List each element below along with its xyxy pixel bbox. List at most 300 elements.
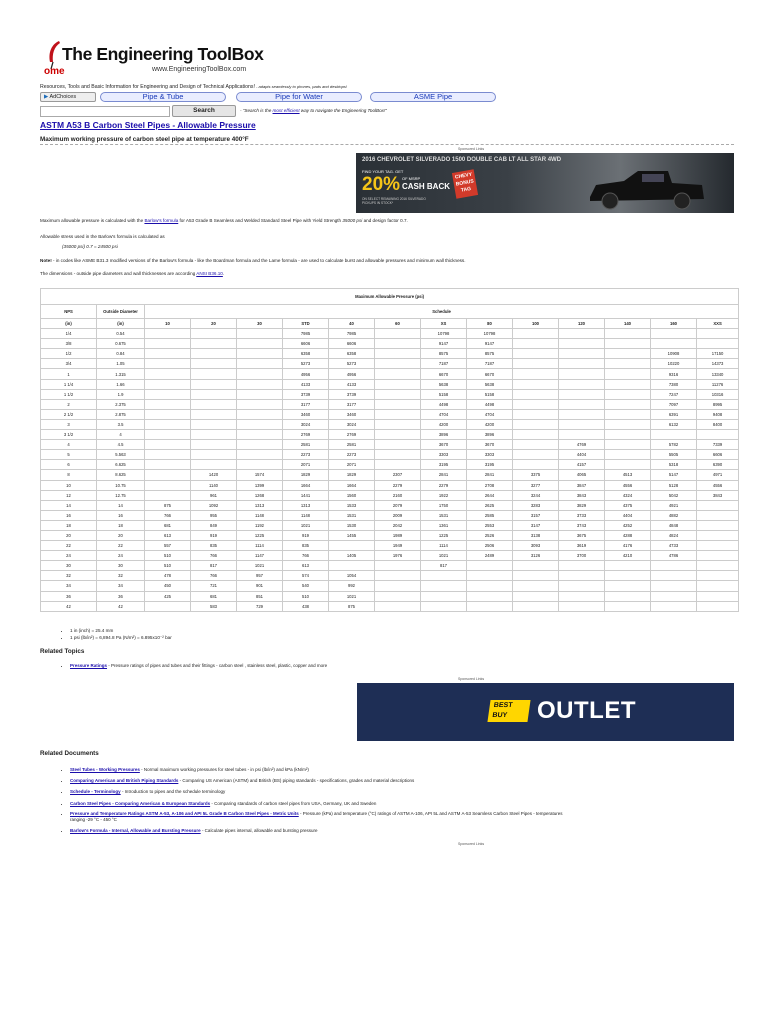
table-cell — [145, 399, 191, 409]
table-cell: 4210 — [605, 551, 651, 561]
table-cell — [605, 430, 651, 440]
table-cell: 1021 — [421, 551, 467, 561]
table-cell: 1455 — [329, 530, 375, 540]
table-cell: 5.563 — [97, 450, 145, 460]
table-cell: 729 — [237, 601, 283, 611]
table-cell — [513, 329, 559, 339]
table-cell — [605, 419, 651, 429]
table-cell — [421, 581, 467, 591]
table-cell — [605, 399, 651, 409]
table-cell — [559, 369, 605, 379]
table-cell — [513, 601, 559, 611]
search-button[interactable]: Search — [172, 105, 236, 117]
doc-text: - Introduction to pipes and the schedule terminology — [120, 789, 226, 795]
table-cell — [375, 601, 421, 611]
table-row — [41, 591, 739, 601]
table-cell — [605, 389, 651, 399]
table-cell: 1664 — [283, 480, 329, 490]
table-cell — [605, 359, 651, 369]
table-cell — [697, 510, 739, 520]
table-cell: 3024 — [283, 419, 329, 429]
table-cell: 3/4 — [41, 359, 97, 369]
table-cell: 8575 — [467, 349, 513, 359]
table-cell: 2769 — [329, 430, 375, 440]
site-logo[interactable] — [40, 40, 264, 86]
pressure-ratings-link[interactable]: Pressure Ratings — [70, 663, 108, 668]
table-cell — [375, 369, 421, 379]
table-cell: 32 — [97, 571, 145, 581]
table-cell: 1140 — [191, 480, 237, 490]
bonus-tag-icon — [452, 169, 478, 198]
table-cell: 3303 — [467, 450, 513, 460]
table-cell: 1 — [41, 369, 97, 379]
page-subtitle: Maximum working pressure of carbon steel pipe at temperature 400°F — [40, 136, 249, 143]
table-row — [41, 339, 739, 349]
table-cell: XXS — [697, 319, 739, 329]
nav-pipe-water[interactable]: Pipe for Water — [236, 92, 362, 102]
table-cell — [191, 389, 237, 399]
table-cell: 3126 — [513, 551, 559, 561]
table-cell: 18 — [41, 520, 97, 530]
table-cell: 1829 — [283, 470, 329, 480]
table-cell: 6670 — [467, 369, 513, 379]
table-cell: 1/4 — [41, 329, 97, 339]
table-cell — [697, 520, 739, 530]
note-label: Note! — [40, 258, 52, 263]
table-cell: 6 — [41, 460, 97, 470]
table-cell — [697, 601, 739, 611]
table-cell: 9316 — [651, 369, 697, 379]
table-cell: 1021 — [329, 591, 375, 601]
table-cell — [513, 369, 559, 379]
table-cell — [513, 379, 559, 389]
table-cell — [145, 480, 191, 490]
table-cell — [191, 399, 237, 409]
table-cell: 2581 — [283, 440, 329, 450]
table-cell: 992 — [329, 581, 375, 591]
table-cell: 721 — [191, 581, 237, 591]
nps-header: NPS — [41, 305, 97, 319]
doc-text: - Comparing US American (ASTM) and British (BS) piping standards - specifications, grades and material descriptions — [178, 778, 415, 784]
table-cell: 1530 — [329, 520, 375, 530]
table-cell: 4704 — [421, 409, 467, 419]
table-cell: 1147 — [237, 551, 283, 561]
table-cell: 4733 — [651, 541, 697, 551]
table-cell: 0.84 — [97, 349, 145, 359]
table-cell: 851 — [237, 591, 283, 601]
table-cell: 1313 — [283, 500, 329, 510]
table-cell: 510 — [283, 591, 329, 601]
table-cell: 18 — [97, 520, 145, 530]
table-row — [41, 359, 739, 369]
table-cell — [191, 379, 237, 389]
table-row — [41, 530, 739, 540]
table-cell: 510 — [145, 561, 191, 571]
search-input[interactable] — [40, 106, 170, 117]
table-cell — [605, 581, 651, 591]
table-cell — [467, 581, 513, 591]
table-cell — [375, 349, 421, 359]
tag-line2: BONUS — [455, 178, 475, 188]
table-cell: 540 — [283, 581, 329, 591]
page-title[interactable]: ASTM A53 B Carbon Steel Pipes - Allowable Pressure — [40, 120, 256, 130]
table-row — [41, 419, 739, 429]
table-cell: 120 — [559, 319, 605, 329]
table-cell: 901 — [237, 581, 283, 591]
pickup-truck-icon — [586, 167, 706, 211]
table-cell: 3619 — [559, 541, 605, 551]
table-cell: 20 — [41, 530, 97, 540]
sponsored-links-label: Sponsored Links — [458, 677, 485, 681]
table-cell — [145, 359, 191, 369]
table-cell — [559, 561, 605, 571]
table-cell: 2 — [41, 399, 97, 409]
table-cell — [559, 349, 605, 359]
table-cell — [191, 440, 237, 450]
table-cell: 4513 — [605, 470, 651, 480]
table-cell — [697, 591, 739, 601]
table-cell — [697, 500, 739, 510]
p1-c: 35000 psi — [342, 218, 363, 223]
table-cell — [605, 349, 651, 359]
table-cell: 8.625 — [97, 470, 145, 480]
table-row — [41, 520, 739, 530]
table-cell: 10798 — [467, 329, 513, 339]
table-cell: 3847 — [559, 480, 605, 490]
table-cell: 766 — [191, 571, 237, 581]
table-cell — [191, 409, 237, 419]
table-cell: 2585 — [467, 510, 513, 520]
table-cell — [191, 349, 237, 359]
chevrolet-ad-banner[interactable] — [356, 153, 734, 213]
table-cell: 4200 — [467, 419, 513, 429]
table-cell — [513, 389, 559, 399]
table-cell: 5147 — [651, 470, 697, 480]
hint-link[interactable]: most efficient — [272, 108, 300, 113]
list-item — [70, 809, 563, 825]
table-cell — [651, 329, 697, 339]
table-cell: 613 — [145, 530, 191, 540]
table-cell: 8400 — [697, 419, 739, 429]
ad-percent: 20% — [362, 174, 401, 195]
table-cell — [513, 561, 559, 571]
table-cell — [605, 571, 651, 581]
table-cell: 8575 — [421, 349, 467, 359]
table-cell — [651, 581, 697, 591]
note-text: - in codes like ASME B31.3 modified versions of the Barlow's formula - like the Boardman formula and the Lame formula - are used to calculate burst and allowable pressures and minimum wall thickness. — [51, 258, 466, 263]
table-cell: 1148 — [283, 510, 329, 520]
table-row — [41, 440, 739, 450]
piping-standards-link[interactable]: Comparing American and British Piping Standards — [70, 778, 179, 784]
barlow-formula-link[interactable]: Barlow's formula — [144, 218, 179, 223]
table-cell: 681 — [191, 591, 237, 601]
p1-b: for A53 Grade B Seamless and Welded Standard Steel Pipe with Yield Strength — [178, 218, 343, 223]
table-cell: 849 — [191, 520, 237, 530]
table-cell: 1/2 — [41, 349, 97, 359]
table-cell — [559, 389, 605, 399]
table-cell — [697, 541, 739, 551]
table-cell: 100 — [513, 319, 559, 329]
barlows-formula-link[interactable]: Barlow's Formula - Internal, Allowable and Bursting Pressure — [70, 827, 201, 833]
table-row — [41, 389, 739, 399]
table-cell: 2273 — [283, 450, 329, 460]
table-cell: 5318 — [651, 460, 697, 470]
table-cell: 30 — [97, 561, 145, 571]
bestbuy-ad-banner[interactable] — [357, 683, 734, 741]
table-cell — [375, 359, 421, 369]
table-cell: 7985 — [283, 329, 329, 339]
list-item — [70, 825, 563, 836]
carbon-steel-pipes-link[interactable]: Carbon Steel Pipes - Comparing American & European Standards — [70, 800, 211, 806]
table-cell: 766 — [145, 510, 191, 520]
table-cell — [421, 571, 467, 581]
table-cell: 4956 — [283, 369, 329, 379]
table-cell — [375, 430, 421, 440]
table-cell: 7985 — [329, 329, 375, 339]
tagline-small: - adapts seamlessly to phones, pads and desktops! — [254, 84, 347, 89]
table-cell — [375, 581, 421, 591]
table-row — [41, 480, 739, 490]
table-cell: XS — [421, 319, 467, 329]
table-cell — [191, 430, 237, 440]
table-cell: 10220 — [651, 359, 697, 369]
table-cell: 3829 — [559, 500, 605, 510]
doc-text: - Calculate pipes internal, allowable and bursting pressure — [200, 827, 318, 833]
table-cell: 2009 — [375, 510, 421, 520]
table-cell: 7380 — [651, 379, 697, 389]
table-row — [41, 571, 739, 581]
table-cell: 1560 — [329, 490, 375, 500]
tag-line3: TAG — [460, 186, 472, 194]
table-cell: 5273 — [329, 359, 375, 369]
table-cell: 4556 — [697, 480, 739, 490]
table-cell: 3670 — [467, 440, 513, 450]
table-cell: 80 — [467, 319, 513, 329]
adchoices-button[interactable] — [40, 92, 96, 102]
table-cell: 4971 — [697, 470, 739, 480]
table-cell: 1420 — [191, 470, 237, 480]
table-cell: 3843 — [559, 490, 605, 500]
table-cell — [375, 419, 421, 429]
table-cell: 6606 — [697, 450, 739, 460]
table-cell: 2489 — [467, 551, 513, 561]
pressure-table — [40, 288, 739, 612]
outlet-text: OUTLET — [537, 697, 636, 724]
table-cell: 4176 — [605, 541, 651, 551]
nav-asme-pipe[interactable]: ASME Pipe — [370, 92, 496, 102]
table-cell — [145, 379, 191, 389]
table-row — [41, 430, 739, 440]
table-cell — [559, 601, 605, 611]
table-cell — [237, 419, 283, 429]
table-cell: 1225 — [421, 530, 467, 540]
table-cell: 4882 — [651, 510, 697, 520]
table-cell — [559, 359, 605, 369]
table-cell — [467, 561, 513, 571]
ansi-link[interactable]: ANSI B36.10 — [196, 271, 223, 276]
table-cell: 10908 — [651, 349, 697, 359]
list-item — [70, 775, 563, 786]
table-cell — [375, 339, 421, 349]
table-cell: 4157 — [559, 460, 605, 470]
table-row — [41, 490, 739, 500]
table-cell — [145, 490, 191, 500]
table-cell: 36 — [41, 591, 97, 601]
table-cell — [605, 369, 651, 379]
table-cell: 22 — [41, 541, 97, 551]
table-cell: 1574 — [237, 470, 283, 480]
table-cell: 2071 — [329, 460, 375, 470]
table-cell: 42 — [41, 601, 97, 611]
table-cell: 2279 — [375, 480, 421, 490]
table-cell — [605, 339, 651, 349]
table-cell: 438 — [283, 601, 329, 611]
table-cell: 42 — [97, 601, 145, 611]
bestbuy-tag-icon — [487, 700, 530, 722]
table-cell: 9408 — [697, 409, 739, 419]
table-cell: 425 — [145, 591, 191, 601]
ad-headline: 2016 CHEVROLET SILVERADO 1500 DOUBLE CAB LT ALL STAR 4WD — [362, 157, 562, 163]
table-cell — [237, 450, 283, 460]
divider — [40, 144, 734, 145]
table-cell — [145, 601, 191, 611]
table-cell: 1531 — [329, 510, 375, 520]
table-cell: 835 — [283, 541, 329, 551]
list-item — [70, 660, 327, 671]
table-cell: 3 1/2 — [41, 430, 97, 440]
table-cell: 4921 — [651, 500, 697, 510]
table-cell: 1.66 — [97, 379, 145, 389]
table-cell: 2307 — [375, 470, 421, 480]
table-cell: 6670 — [421, 369, 467, 379]
table-cell: 14 — [97, 500, 145, 510]
table-row — [41, 399, 739, 409]
table-cell: 3195 — [467, 460, 513, 470]
table-cell: 32 — [41, 571, 97, 581]
table-cell: 2273 — [329, 450, 375, 460]
table-cell — [605, 601, 651, 611]
table-cell: 1092 — [191, 500, 237, 510]
list-item — [70, 786, 563, 797]
table-cell: 4498 — [421, 399, 467, 409]
steel-tubes-link[interactable]: Steel Tubes - Working Pressures — [70, 767, 140, 772]
table-cell: 2625 — [467, 500, 513, 510]
note-item: • 1 in (inch) = 25.4 mm — [70, 627, 172, 634]
sponsored-links-label: Sponsored Links — [458, 147, 485, 151]
table-row — [41, 329, 739, 339]
table-cell — [237, 460, 283, 470]
p5-a: The dimensions - outside pipe diameters and wall thicknesses are according — [40, 271, 197, 276]
ad-line1: FIND YOUR TAG. GET — [362, 169, 404, 174]
table-cell: 4252 — [605, 520, 651, 530]
table-cell: (in) — [97, 319, 145, 329]
table-cell: 4288 — [605, 530, 651, 540]
table-cell: 3460 — [329, 409, 375, 419]
table-cell: 5158 — [421, 389, 467, 399]
table-cell — [513, 450, 559, 460]
table-cell: 1225 — [237, 530, 283, 540]
table-cell: 817 — [191, 561, 237, 571]
table-cell — [651, 430, 697, 440]
table-cell — [605, 460, 651, 470]
table-cell — [697, 530, 739, 540]
table-cell: 3177 — [283, 399, 329, 409]
table-cell: 4065 — [559, 470, 605, 480]
table-cell: 4498 — [467, 399, 513, 409]
table-cell: 6606 — [329, 339, 375, 349]
table-cell: 3303 — [421, 450, 467, 460]
table-cell — [559, 329, 605, 339]
list-item — [70, 764, 563, 775]
table-row — [41, 349, 739, 359]
table-cell — [191, 339, 237, 349]
table-row — [41, 460, 739, 470]
table-cell: (in) — [41, 319, 97, 329]
table-cell: 2042 — [375, 520, 421, 530]
table-cell: 1148 — [237, 510, 283, 520]
table-cell — [145, 460, 191, 470]
table-cell — [605, 450, 651, 460]
table-cell: 3024 — [329, 419, 375, 429]
table-cell: 1405 — [329, 551, 375, 561]
table-cell: 875 — [145, 500, 191, 510]
table-cell — [191, 460, 237, 470]
table-cell — [559, 379, 605, 389]
table-cell — [237, 430, 283, 440]
table-cell — [559, 399, 605, 409]
table-cell: 14373 — [697, 359, 739, 369]
related-documents-list — [62, 764, 563, 836]
table-cell: 3675 — [559, 530, 605, 540]
table-cell: 4556 — [605, 480, 651, 490]
table-cell: 5638 — [421, 379, 467, 389]
dimensions-paragraph — [40, 271, 224, 277]
table-cell: 766 — [191, 551, 237, 561]
table-row — [41, 450, 739, 460]
table-cell: 4404 — [559, 450, 605, 460]
table-cell: 817 — [421, 561, 467, 571]
table-cell: 2526 — [467, 530, 513, 540]
table-cell: 478 — [145, 571, 191, 581]
table-cell: 6606 — [283, 339, 329, 349]
table-cell — [651, 561, 697, 571]
table-cell: 2708 — [467, 480, 513, 490]
home-link[interactable]: ome — [44, 66, 65, 77]
note-item: • 1 psi (lb/in²) = 6,894.8 Pa (N/m²) = 6.895x10⁻² bar — [70, 634, 172, 641]
table-cell: 1 1/4 — [41, 379, 97, 389]
table-cell: 1829 — [329, 470, 375, 480]
table-cell: 875 — [329, 601, 375, 611]
table-body — [41, 319, 739, 612]
schedule-terminology-link[interactable]: Schedule - Terminology — [70, 789, 121, 795]
table-cell: 5505 — [651, 450, 697, 460]
table-cell: 450 — [145, 581, 191, 591]
table-cell — [375, 460, 421, 470]
table-cell: 20 — [97, 530, 145, 540]
table-cell: 13340 — [697, 369, 739, 379]
table-cell: 1268 — [237, 490, 283, 500]
nav-pipe-tube[interactable]: Pipe & Tube — [100, 92, 226, 102]
table-cell: 1054 — [329, 571, 375, 581]
table-cell: 3 — [41, 419, 97, 429]
p5-b: . — [222, 271, 225, 276]
table-cell: 1361 — [421, 520, 467, 530]
table-cell: 3460 — [283, 409, 329, 419]
pressure-temperature-ratings-link[interactable]: Pressure and Temperature Ratings ASTM A-53, A-106 and API 5L Grade B Carbon Steel Pipes - Metric Units — [70, 810, 299, 816]
table-cell: 7187 — [421, 359, 467, 369]
table-cell: 10 — [145, 319, 191, 329]
table-cell — [513, 399, 559, 409]
